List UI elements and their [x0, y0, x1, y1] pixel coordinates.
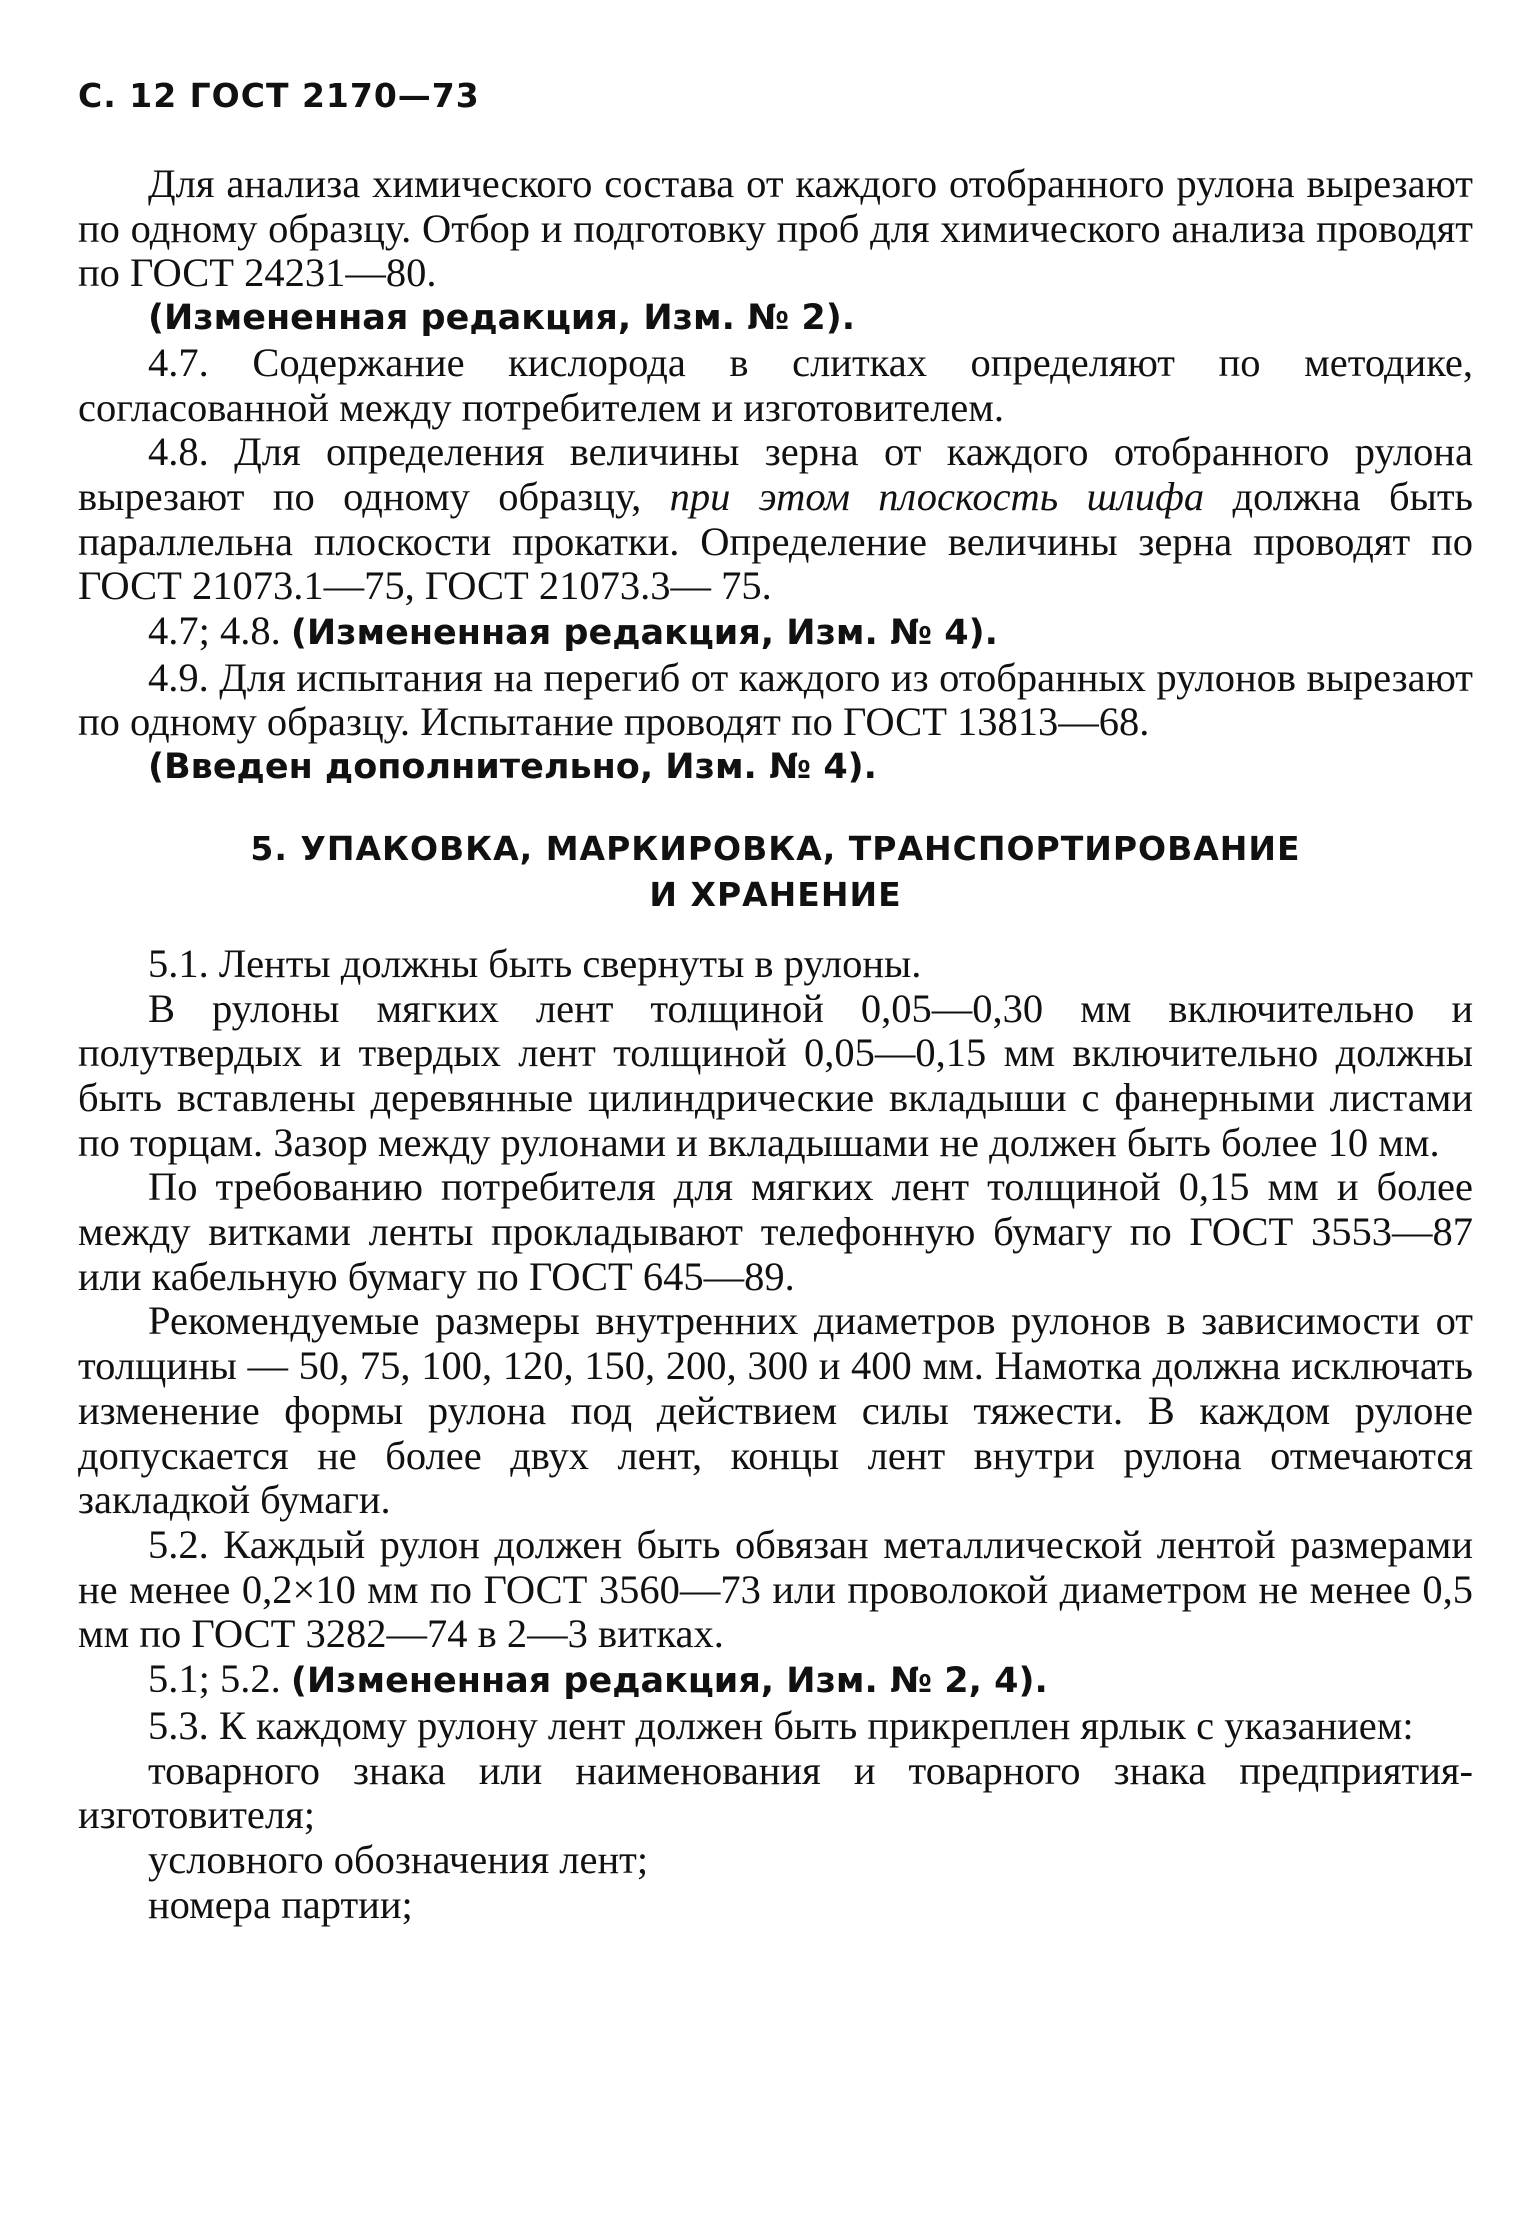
list-item-batch: номера партии;	[148, 1881, 413, 1927]
list-item-designation: условного обозначения лент;	[148, 1836, 649, 1882]
section-title-line-2: И ХРАНЕНИЕ	[649, 874, 902, 914]
paragraph-5-3: 5.3. К каждому рулону лент должен быть прикреплен ярлык с указанием:	[148, 1702, 1414, 1748]
paragraph-4-7: 4.7. Содержание кислорода в слитках определяют по методике, согласованной между потребителем и изготовителем.	[78, 339, 1473, 430]
paragraph-4-9: 4.9. Для испытания на перегиб от каждого из отобранных рулонов вырезают по одному образцу. Испытание проводят по ГОСТ 13813—68.	[78, 654, 1473, 745]
amendment-line-4-7-4-8	[78, 609, 1473, 656]
paragraph-4-8	[78, 430, 1473, 609]
paragraph-diameters: Рекомендуемые размеры внутренних диаметров рулонов в зависимости от толщины — 50, 75, 100, 120, 150, 200, 300 и 400 мм. Намотка должна исключать изменение формы рулона под действием силы тяжести. В каждом рулоне допускается не более двух лент, концы лент внутри рулона отмечаются закладкой бумаги.	[78, 1298, 1473, 1523]
paragraph-4-8-italic: при этом плоскость шлифа	[669, 473, 1205, 519]
document-body	[78, 162, 1473, 1927]
amendment-ref: 4.7; 4.8.	[148, 608, 291, 654]
section-title-line-1: 5. УПАКОВКА, МАРКИРОВКА, ТРАНСПОРТИРОВАНИЕ	[250, 828, 1301, 868]
paragraph-5-1: 5.1. Ленты должны быть свернуты в рулоны.	[148, 940, 922, 986]
paragraph-4-8-part-a: 4.8. Для определения величины зерна от каждого отобранного рулона вырезают по одному образцу,	[78, 429, 1473, 519]
paragraph-4-8-part-c: должна быть параллельна плоскости прокатки. Определение величины зерна проводят по ГОСТ 21073.1—75, ГОСТ 21073.3— 75.	[78, 473, 1473, 609]
amendment-note-2-4: (Измененная редакция, Изм. № 2, 4).	[290, 1661, 1048, 1702]
paragraph-inserts: В рулоны мягких лент толщиной 0,05—0,30 мм включительно и полутвердых и твердых лент толщиной 0,05—0,15 мм включительно должны быть вставлены деревянные цилиндрические вкладыши с фанерными листами по торцам. Зазор между рулонами и вкладышами не должен быть более 10 мм.	[78, 985, 1473, 1165]
amendment-note-added: (Введен дополнительно, Изм. № 4).	[148, 747, 877, 788]
amendment-line-5-1-5-2	[78, 1657, 1473, 1704]
section-title	[78, 826, 1473, 918]
paragraph-chemical-analysis: Для анализа химического состава от каждого отобранного рулона вырезают по одному образцу. Отбор и подготовку проб для химического анализа проводят по ГОСТ 24231—80.	[78, 161, 1473, 296]
paragraph-5-2: 5.2. Каждый рулон должен быть обвязан металлической лентой размерами не менее 0,2×10 мм по ГОСТ 3560—73 или проволокой диаметром не менее 0,5 мм по ГОСТ 3282—74 в 2—3 витках.	[78, 1521, 1473, 1657]
amendment-note-2: (Измененная редакция, Изм. № 2).	[148, 298, 856, 339]
page-header: С. 12 ГОСТ 2170—73	[78, 76, 480, 115]
list-item-trademark: товарного знака или наименования и товарного знака предприятия-изготовителя;	[78, 1747, 1473, 1838]
amendment-ref-5: 5.1; 5.2.	[148, 1656, 291, 1702]
amendment-note-4: (Измененная редакция, Изм. № 4).	[290, 613, 998, 654]
paragraph-paper-layers: По требованию потребителя для мягких лент толщиной 0,15 мм и более между витками ленты прокладывают телефонную бумагу по ГОСТ 3553—87 или кабельную бумагу по ГОСТ 645—89.	[78, 1164, 1473, 1299]
